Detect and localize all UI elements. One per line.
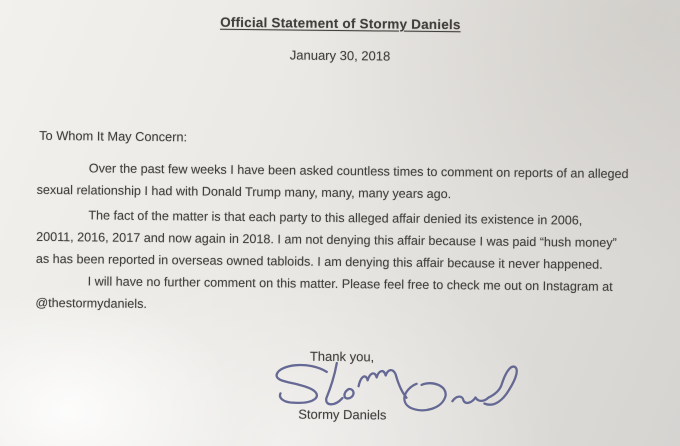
letter-paragraph-2: The fact of the matter is that each party to this alleged affair denied its existence in 2006, 20011, 2016, 2017 and now again in 2018. I am not denying this affair because I was paid “hush money” as has been reported in overseas owned tabloids. I am denying this affair because it never happened. [35, 208, 617, 272]
letter-paragraph-3: I will have no further comment on this matter. Please feel free to check me out on Instagram at @thestormydaniels. [35, 274, 613, 311]
closing: Thank you, [309, 348, 375, 365]
letter-date: January 30, 2018 [289, 47, 391, 64]
signature-name: Stormy Daniels [298, 406, 387, 423]
letter-title: Official Statement of Stormy Daniels [220, 14, 461, 33]
letter-paragraph-1: Over the past few weeks I have been asked countless times to comment on reports of an alleged sexual relationship I had with Donald Trump many, many, many years ago. [36, 161, 629, 202]
signature-scrawl [246, 348, 532, 418]
salutation: To Whom It May Concern: [39, 127, 188, 145]
